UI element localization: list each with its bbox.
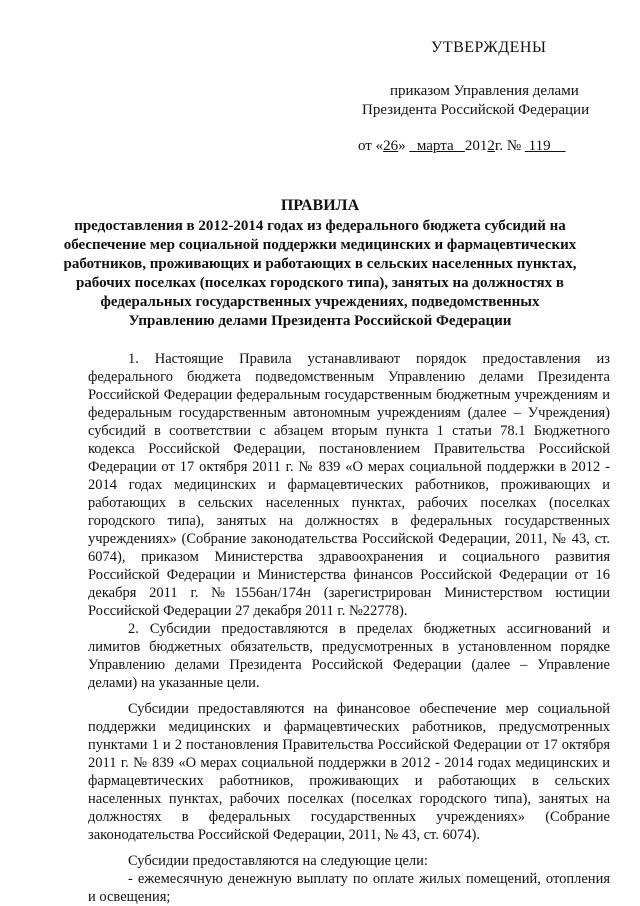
approval-line-2: Президента Российской Федерации: [362, 102, 590, 118]
paragraph-1: 1. Настоящие Правила устанавливают порядок предоставления из федерального бюджета подведомственным Управлению делами Президента Российской Федерации федеральным государственным бюджетным учреждениям и федеральным государственным автономным учреждениям (далее – Учреждения) субсидий в соответствии с абзацем вторым пункта 1 статьи 78.1 Бюджетного кодекса Российской Федерации, постановлением Правительства Российской Федерации от 17 октября 2011 г. № 839 «О мерах социальной поддержки в 2012 - 2014 годах медицинских и фармацевтических работников, проживающих и работающих в сельских населенных пунктах, рабочих поселках (поселках городского типа), занятых на должностях в федеральных государственных учреждениях» (Собрание законодательства Российской Федерации, 2011, № 43, ст. 6074), приказом Министерства здравоохранения и социального развития Российской Федерации и Министерства финансов Российской Федерации от 16 декабря 2011 г. №1556ан/174н (зарегистрирован Министерством юстиции Российской Федерации 27 декабря 2011 г. №22778).: [88, 351, 610, 619]
order-from: от «: [358, 138, 384, 154]
title-subtitle: предоставления в 2012-2014 годах из федерального бюджета субсидий на обеспечение мер социальной поддержки медицинских и фармацевтических работников, проживающих и работающих в сельских населенных пунктах, рабочих поселках (поселках городского типа), занятых на должностях в федеральных государственных учреждениях, подведомственных Управлению делами Президента Российской Федерации: [63, 218, 577, 329]
order-year-suffix: 2: [487, 138, 495, 154]
order-reference: [358, 138, 566, 155]
paragraph-5: - ежемесячную денежную выплату по оплате жилых помещений, отопления и освещения;: [88, 871, 610, 905]
order-day: 26: [383, 138, 399, 154]
document-body: [88, 350, 610, 906]
approval-line-1: приказом Управления делами: [390, 83, 579, 99]
title-main: ПРАВИЛА: [280, 197, 360, 214]
order-day-close: »: [398, 138, 406, 154]
order-number: 119: [528, 138, 551, 154]
order-year-prefix: 201: [464, 138, 488, 154]
paragraph-4: Субсидии предоставляются на следующие цели:: [128, 853, 428, 869]
order-year-unit: г. №: [494, 138, 522, 154]
approved-label: УТВЕРЖДЕНЫ: [431, 39, 547, 56]
paragraph-3: Субсидии предоставляются на финансовое обеспечение мер социальной поддержки медицинских и фармацевтических работников, предусмотренных пунктами 1 и 2 постановления Правительства Российской Федерации от 17 октября 2011 г. № 839 «О мерах социальной поддержки в 2012 - 2014 годах медицинских и фармацевтических работников, проживающих и работающих в сельских населенных пунктах, рабочих поселках (поселках городского типа), занятых на должностях в федеральных государственных учреждениях» (Собрание законодательства Российской Федерации, 2011, № 43, ст. 6074).: [88, 701, 610, 843]
document-title: [60, 196, 580, 331]
order-month: марта: [416, 138, 454, 154]
paragraph-2: 2. Субсидии предоставляются в пределах бюджетных ассигнований и лимитов бюджетных обязательств, предусмотренных в установленном порядке Управлению делами Президента Российской Федерации (далее – Управление делами) на указанные цели.: [88, 621, 610, 691]
